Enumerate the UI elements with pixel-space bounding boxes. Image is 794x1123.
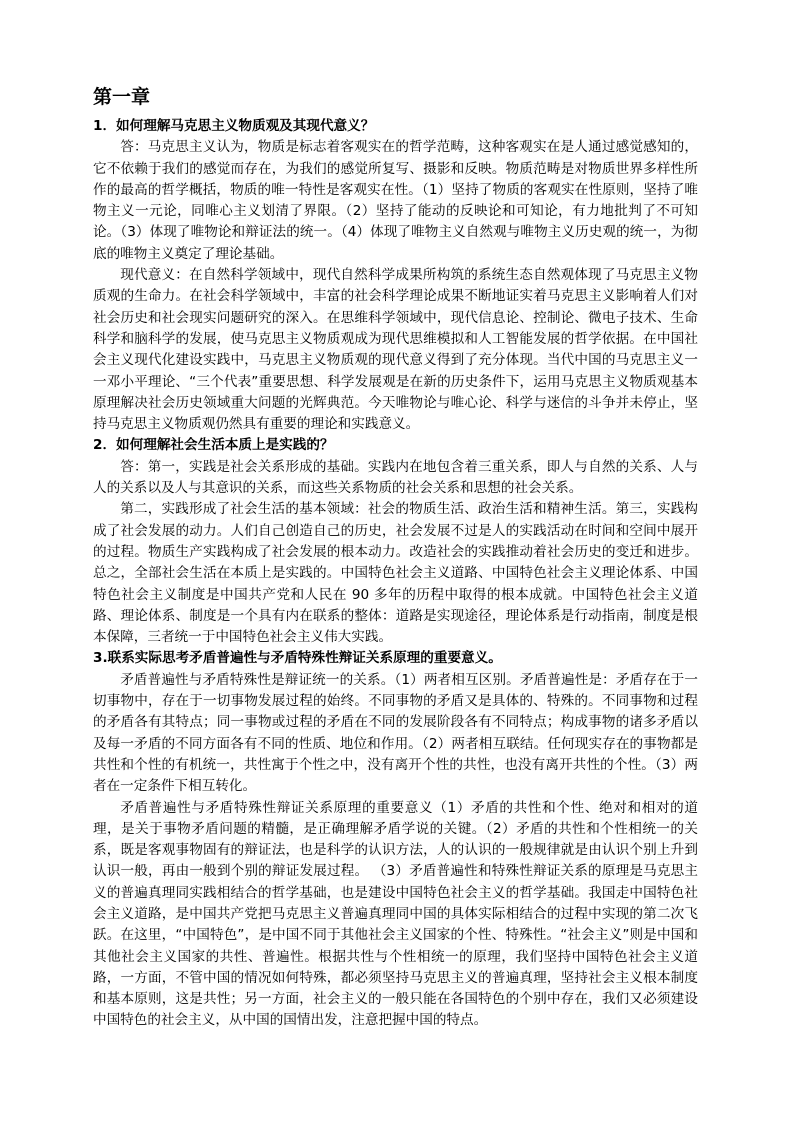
answer-paragraph: 现代意义：在自然科学领域中，现代自然科学成果所构筑的系统生态自然观体现了马克思主义物质观的生命力。在社会科学领域中，丰富的社会科学理论成果不断地证实着马克思主义影响着人们对社会历史和社会现实问题研究的深入。在思维科学领域中，现代信息论、控制论、微电子技术、生命科学和脑科学的发展，使马克思主义物质观成为现代思维模拟和人工智能发展的哲学依据。在中国社会主义现代化建设实践中，马克思主义物质观的现代意义得到了充分体现。当代中国的马克思主义一一邓小平理论、“三个代表”重要思想、科学发展观是在新的历史条件下，运用马克思主义物质观基本原理解决社会历史领域重大问题的光辉典范。今天唯物论与唯心论、科学与迷信的斗争并未停止，坚持马克思主义物质观仍然具有重要的理论和实践意义。 bbox=[93, 267, 698, 433]
document-page bbox=[93, 84, 698, 1032]
answer-paragraph: 答：第一，实践是社会关系形成的基础。实践内在地包含着三重关系，即人与自然的关系、人与人的关系以及人与其意识的关系，而这些关系物质的社会关系和思想的社会关系。 bbox=[93, 458, 698, 497]
question-heading: 1．如何理解马克思主义物质观及其现代意义？ bbox=[93, 118, 375, 134]
answer-paragraph: 矛盾普遍性与矛盾特殊性是辩证统一的关系。（1）两者相互区别。矛盾普遍性是：矛盾存在于一切事物中，存在于一切事物发展过程的始终。不同事物的矛盾又是具体的、特殊的。不同事物和过程的矛盾各有其特点；同一事物或过程的矛盾在不同的发展阶段各有不同特点；构成事物的诸多矛盾以及每一矛盾的不同方面各有不同的性质、地位和作用。（2）两者相互联结。任何现实存在的事物都是共性和个性的有机统一，共性寓于个性之中，没有离开个性的共性，也没有离开共性的个性。（3）两者在一定条件下相互转化。 bbox=[93, 671, 698, 795]
answer-paragraph: 矛盾普遍性与矛盾特殊性辩证关系原理的重要意义（1）矛盾的共性和个性、绝对和相对的道理，是关于事物矛盾问题的精髓，是正确理解矛盾学说的关键。（2）矛盾的共性和个性相统一的关系，既是客观事物固有的辩证法，也是科学的认识方法，人的认识的一般规律就是由认识个别上升到认识一般，再由一般到个别的辩证发展过程。 （3）矛盾普遍性和特殊性辩证关系的原理是马克思主义的普遍真理同实践相结合的哲学基础，也是建设中国特色社会主义的哲学基础。我国走中国特色社会主义道路，是中国共产党把马克思主义普遍真理同中国的具体实际相结合的过程中实现的第二次飞跃。在这里，“中国特色”，是中国不同于其他社会主义国家的个性、特殊性。“社会主义”则是中国和其他社会主义国家的共性、普遍性。根据共性与个性相统一的原理，我们坚持中国特色社会主义道路，一方面，不管中国的情况如何特殊，都必须坚持马克思主义的普遍真理，坚持社会主义根本制度和基本原则，这是共性；另一方面，社会主义的一般只能在各国特色的个别中存在，我们又必须建设中国特色的社会主义，从中国的国情出发，注意把握中国的特点。 bbox=[93, 799, 698, 1029]
chapter-title: 第一章 bbox=[93, 86, 151, 108]
section-2 bbox=[93, 435, 698, 648]
section-1 bbox=[93, 116, 698, 435]
section-3 bbox=[93, 648, 698, 1031]
question-heading: 3.联系实际思考矛盾普遍性与矛盾特殊性辩证关系原理的重要意义。 bbox=[93, 650, 502, 667]
answer-paragraph: 答：马克思主义认为，物质是标志着客观实在的哲学范畴，这种客观实在是人通过感觉感知的，它不依赖于我们的感觉而存在，为我们的感觉所复写、摄影和反映。物质范畴是对物质世界多样性所作的最高的哲学概括，物质的唯一特性是客观实在性。（1）坚持了物质的客观实在性原则，坚持了唯物主义一元论，同唯心主义划清了界限。（2）坚持了能动的反映论和可知论，有力地批判了不可知论。（3）体现了唯物论和辩证法的统一。（4）体现了唯物主义自然观与唯物主义历史观的统一，为彻底的唯物主义奠定了理论基础。 bbox=[93, 139, 698, 262]
question-heading: 2．如何理解社会生活本质上是实践的？ bbox=[93, 437, 334, 454]
answer-paragraph: 第二，实践形成了社会生活的基本领域：社会的物质生活、政治生活和精神生活。第三，实践构成了社会发展的动力。人们自己创造自己的历史，社会发展不过是人的实践活动在时间和空间中展开的过程。物质生产实践构成了社会发展的根本动力。改造社会的实践推动着社会历史的变迁和进步。总之，全部社会生活在本质上是实践的。中国特色社会主义道路、中国特色社会主义理论体系、中国特色社会主义制度是中国共产党和人民在 90 多年的历程中取得的根本成就。中国特色社会主义道路、理论体系、制度是一个具有内在联系的整体：道路是实现途径，理论体系是行动指南，制度是根本保障，三者统一于中国特色社会主义伟大实践。 bbox=[93, 501, 698, 646]
